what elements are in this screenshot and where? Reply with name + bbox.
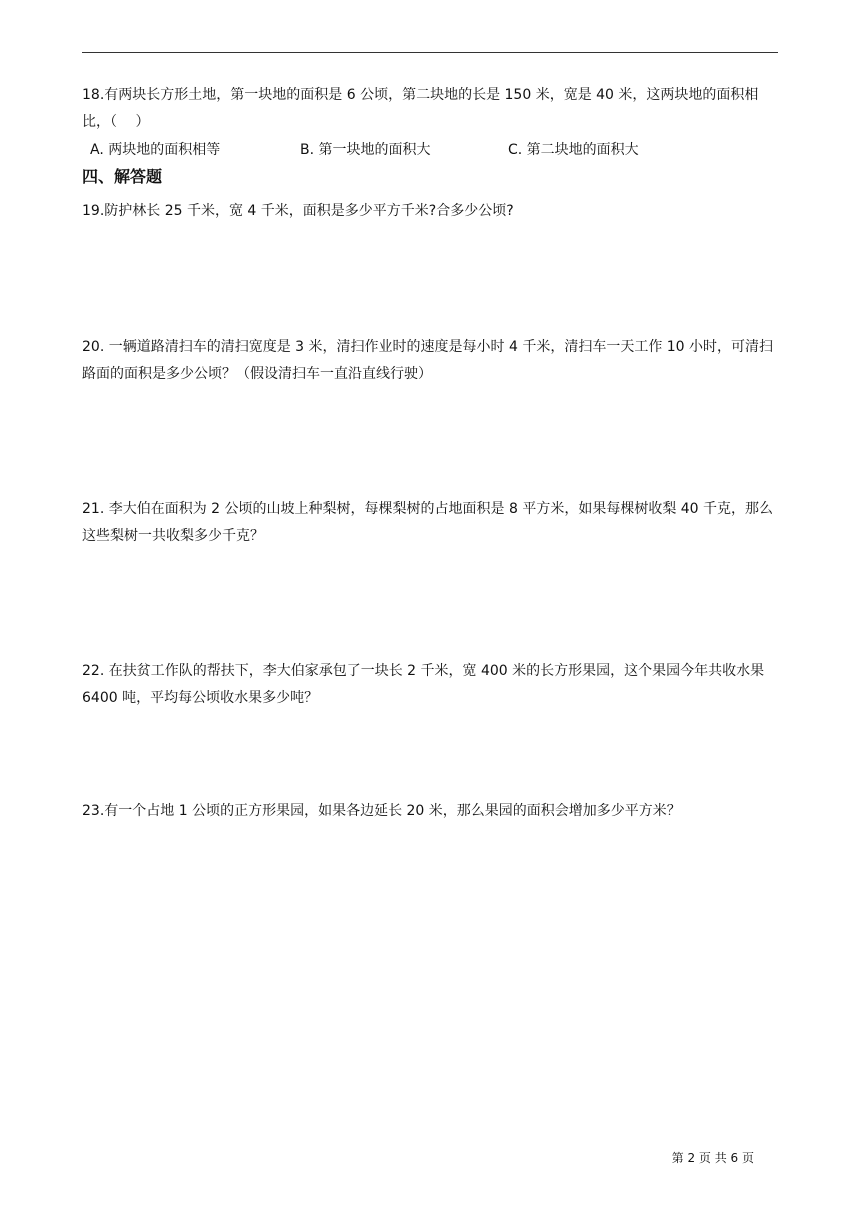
question-18: 18.有两块长方形土地，第一块地的面积是 6 公顷，第二块地的长是 150 米，宽是 40 米，这两块地的面积相比，（ ） bbox=[82, 87, 759, 130]
page-number: 第 2 页 共 6 页 bbox=[671, 1151, 754, 1165]
header-rule bbox=[82, 52, 778, 53]
question-23: 23.有一个占地 1 公顷的正方形果园，如果各边延长 20 米，那么果园的面积会增加多少平方米？ bbox=[82, 803, 681, 819]
option-a: A. 两块地的面积相等 bbox=[90, 142, 221, 158]
question-20: 20. 一辆道路清扫车的清扫宽度是 3 米，清扫作业时的速度是每小时 4 千米，清扫车一天工作 10 小时，可清扫路面的面积是多少公顷？（假设清扫车一直沿直线行驶） bbox=[82, 339, 774, 382]
section-heading: 四、解答题 bbox=[82, 167, 163, 186]
question-19: 19.防护林长 25 千米，宽 4 千米，面积是多少平方千米?合多少公顷? bbox=[82, 203, 514, 219]
option-b: B. 第一块地的面积大 bbox=[300, 142, 431, 158]
question-21: 21. 李大伯在面积为 2 公顷的山坡上种梨树，每棵梨树的占地面积是 8 平方米，如果每棵树收梨 40 千克，那么这些梨树一共收梨多少千克？ bbox=[82, 501, 774, 544]
question-18-options bbox=[90, 138, 780, 162]
question-22: 22. 在扶贫工作队的帮扶下，李大伯家承包了一块长 2 千米，宽 400 米的长方形果园，这个果园今年共收水果 6400 吨，平均每公顷收水果多少吨？ bbox=[82, 663, 765, 706]
option-c: C. 第二块地的面积大 bbox=[508, 142, 639, 158]
